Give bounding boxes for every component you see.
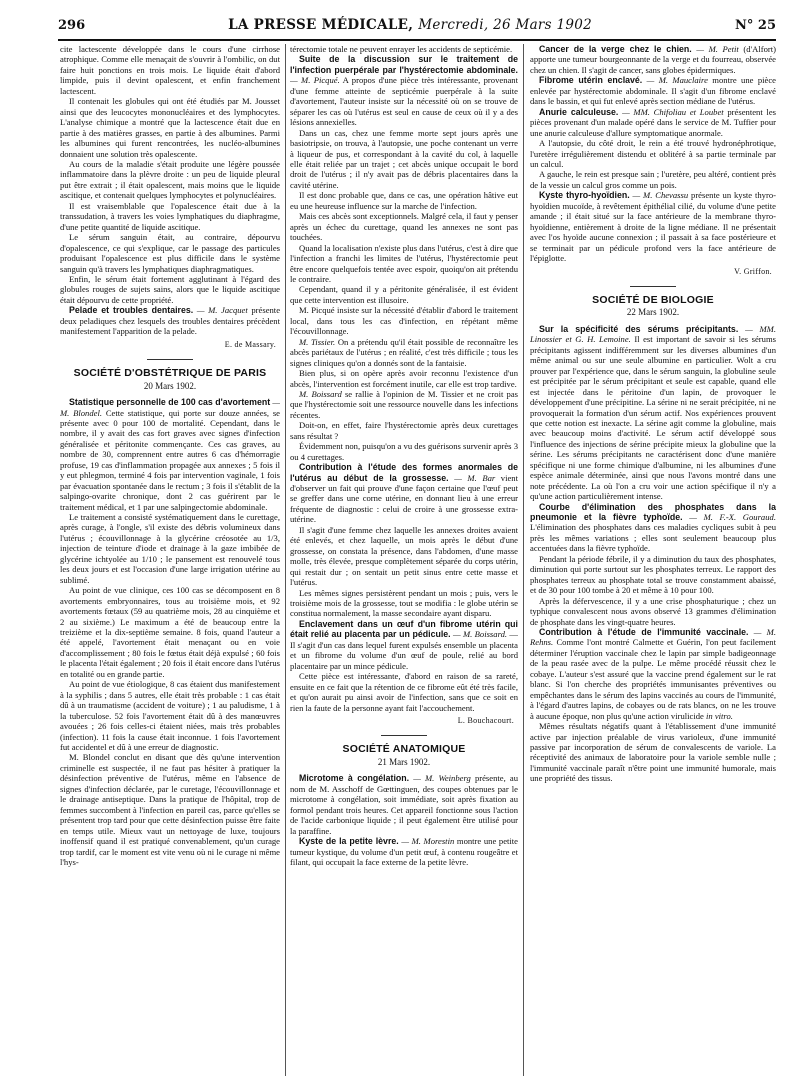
paragraph: Cependant, quand il y a péritonite généralisée, il est évident que cette intervention est illusoire. (290, 284, 518, 305)
article-title: Microtome à congélation. (299, 773, 410, 784)
paragraph (290, 389, 518, 420)
article-enclavement (290, 619, 518, 671)
article-text: présente deux peladiques chez lesquels des troubles dentaires précèdent manifestement l'apparition de la pelade. (60, 305, 280, 337)
paragraph: Il contenait les globules qui ont été étudiés par M. Jousset ainsi que des leucocytes mononucléaires et des lymphocytes. L'analyse chimique a montré que la lactescence était due en partie à des matières grasses, en partie à des albumines. Parmi les albumines qui furent rencontrées, les nucléo-albumines donnaient une solution très opalescente. (60, 96, 280, 159)
article-author: — M. F.-X. Gouraud. (689, 512, 776, 523)
signature: E. de Massary. (224, 339, 276, 349)
paragraph (290, 337, 518, 368)
paragraph: M. Blondel conclut en disant que dès qu'une intervention criminelle est suspectée, il ne faut pas hésiter à pratiquer la désinfection préventive de l'utérus, même en l'absence de signes d'infection déclarée, par le curetage, l'écouvillonnage et le drainage antiseptique. Dans la pratique de l'hôpital, trop de femmes succombent à l'infection en pareil cas, parce qu'elles se présentent trop tard pour que cette désinfection puisse être faite en temps utile. Mieux vaut un nettoyage de luxe, toujours inoffensif quand il est pratiqué convenablement, qu'un curage trop tardif, car le moment est vite venu où ni le curage ni même l'hys- (60, 752, 280, 867)
article-title: Contribution à l'étude des formes anormales de l'utérus au début de la grossesse. (290, 462, 518, 483)
article-title: Contribution à l'étude de l'immunité vaccinale. (539, 627, 749, 638)
paragraph: Quand la localisation n'existe plus dans l'utérus, c'est à dire que l'infection a franchi les limites de l'utérus, l'hystérectomie peut être encore quelquefois tentée avec espoir, quoiqu'on ait prétendu le contraire. (290, 242, 518, 284)
article-author: — M. Jacquet (196, 305, 248, 316)
paragraph: Il est donc probable que, dans ce cas, une opération hâtive eut eu une heureuse influence sur la marche de l'infection. (290, 190, 518, 211)
article-title: Kyste thyro-hyoïdien. (539, 190, 630, 201)
article-text: vient d'observer un fait qui prouve d'une façon certaine que l'œuf peut se greffer dans une corne utérine, en donnant lieu à une erreur fréquente de diagnostic : celui de croire à une grossesse extra-utérine. (290, 472, 518, 525)
section-title: SOCIÉTÉ ANATOMIQUE (342, 743, 466, 756)
column-divider (285, 44, 286, 1076)
article-title: Sur la spécificité des sérums précipitants. (539, 323, 739, 334)
article-specificite (530, 324, 776, 502)
article-text: Cette statistique, qui porte sur douze années, se présente avec 0 pour 100 de mortalité. Cependant, dans le nombre, il y avait des cas fort graves avec signes d'infection généralisée et péritonite commençante. Ces cas graves, au nombre de 30, comprennent entre autres 6 cas d'hémorragie profuse, 19 cas d'inflammation propagée aux annexes ; 5 fois il y eut phlegmon, terminé 4 fois par intervention vaginale, 1 fois par évacuation spontanée dans le rectum ; 3 fois il s'établit de la salpingo-ovarite chronique, dont 2 cas guérirent par le traitement médical, et 1 par une salpingectomie abdominale. (60, 407, 280, 512)
article-title: Fibrome utérin enclavé. (539, 75, 643, 86)
paragraph: Au cours de la maladie s'était produite une légère poussée inflammatoire dans la plèvre droite : un peu de liquide pleural put être extrait ; il était opalescent, mais moins que le liquide ascitique, et contenait quelques lymphocytes et polynucléaires. (60, 158, 280, 201)
paragraph: Évidemment non, puisqu'on a vu des guérisons survenir après 3 ou 4 curettages. (290, 441, 518, 462)
column-2 (290, 44, 518, 1078)
paragraph: Le sérum sanguin était, au contraire, dépourvu d'opalescence, ce qui s'explique, car le passage des particules produisant l'opalescence est plus difficile dans le système sanguin qu'à travers les lymphatiques diaphragmatiques. (60, 232, 280, 274)
paragraph: Dans un cas, chez une femme morte sept jours après une basiotripsie, on trouva, à l'autopsie, une poche contenant un verre à liqueur de pus, et correspondant à la cavité du col, à laquelle elle était reliée par un trajet ; cet abcès unique occupait le bord droit de l'utérus ; il n'y avait pas de débris placentaires dans la cavité utérine. (290, 127, 518, 190)
signature: L. Bouchacourt. (457, 716, 514, 725)
article-text: Comme l'ont montré Calmette et Guérin, l'on peut facilement déterminer l'éruption vaccinale chez le lapin par simple badigeonnage de la peau rasée avec de la pulpe. Le même procédé réussit chez le cobaye. L'auteur s'est assuré que la vaccine prend également sur le rat blanc. Si l'on cherche des propriétés immunisantes préventives ou empêchantes dans le sérum des lapins vaccinés au cours de l'immunité, à l'égard d'autres lapins, de cobayes ou de rats blancs, on ne les trouve à aucune époque, non plus qu'une action virulicide (530, 637, 776, 721)
issue-date: Mercredi, 26 Mars 1902 (418, 17, 593, 33)
paragraph: Bien plus, si on opère après avoir reconnu l'existence d'un abcès, l'intervention est forcément inutile, car elle est trop tardive. (290, 368, 518, 389)
speaker-name: M. Tissier. (299, 336, 336, 347)
article-author: — M. Petit (696, 44, 739, 54)
paragraph: Il est vraisemblable que l'opalescence était due à la transsudation, à travers les voies lymphatiques du diaphragme, d'une petite quantité de liquide ascitique. (60, 200, 280, 232)
paragraph: cite lactescente développée dans le cours d'une cirrhose atrophique. Comme elle menaçait de s'ouvrir à l'ombilic, on dut faire huit ponctions en trois mois. Le liquide était d'abord limpide, puis il devint opalescent, et enfin franchement lactescent. (60, 44, 280, 96)
issue-number: N° 25 (734, 18, 776, 33)
paragraph: A l'autopsie, du côté droit, le rein a été trouvé hydronéphrotique, l'uretère irrégulièrement distendu et oblitéré à sa partie terminale par un calcul. (530, 138, 776, 169)
article-suite-discussion (290, 54, 518, 127)
publication-name: LA PRESSE MÉDICALE, (228, 17, 414, 33)
article-author: — M. Mauclaire (646, 75, 708, 86)
separator-rule (381, 735, 427, 736)
article-text: L'élimination des phosphates dans ces maladies cycliques subit à peu près les mêmes variations ; elles sont seulement beaucoup plus accentuées dans la fièvre typhoïde. (530, 522, 776, 554)
article-author: — M. Rehns. (530, 627, 776, 648)
speaker-name: M. Boissard (299, 388, 342, 399)
italic-phrase: in vitro. (703, 710, 733, 721)
paragraph: M. Picqué insiste sur la nécessité d'établir d'abord le traitement local, dans tous les cas d'infection, en répétant même l'écouvillonnage. (290, 305, 518, 337)
article-cancer-verge (530, 44, 776, 75)
paragraph: Mêmes résultats négatifs quant à l'établissement d'une immunité active par injection préalable de virus varioleux, d'une immunité passive par incorporation de sérum de convalescents de variole. La réceptivité des animaux de laboratoire pour la variole semble nulle ; l'immunité vaccinale paraît n'être point une immunité humorale, mais une propriété des tissus. (530, 721, 776, 784)
article-anurie (530, 107, 776, 138)
column-divider (523, 44, 524, 1076)
article-author: — M. Bar (454, 472, 496, 483)
column-1 (60, 44, 280, 1078)
separator-rule (630, 286, 676, 287)
article-author: — M. Picqué. (290, 75, 340, 86)
article-title: Pelade et troubles dentaires. (69, 305, 194, 316)
article-text: montre une petite tumeur kystique, du volume d'un petit œuf, à contenu rougeâtre et filant, qui occupait la face externe de la petite lèvre. (290, 836, 518, 867)
section-date: 21 Mars 1902. (377, 756, 431, 767)
article-immunite (530, 627, 776, 721)
column-3 (530, 44, 776, 1078)
article-text: Il est important de savoir si les sérums précipitants agissent indifféremment sur les diverses albumines d'un même animal ou sur une seule albumine en particulier. Wolt a cru prouver par l'expérience que, dans le sérum sanguin, la globuline seule est précipitée par le sérum précipitant et seule est capable, quand elle est injectée dans le péritoine d'un lapin, de provoquer le développement d'une précipitine. La sérine ni ne serait précipitée, ni ne provoquerait la formation d'un sérum actif. Nos expériences prouvent que cette notion est inexacte. La sérine agit comme la globuline, mais avec beaucoup moins d'activité. Le sérum actif développé sous l'influence des injections de sérine précipite mieux la globuline que la sérine. Les sérums précipitants ne caractérisent donc d'une manière spécifique ni une forme chimique d'albumine, ni les albumines d'une espèce animale déterminée, ainsi que nous l'avons montré dans une note précédente. La où l'on a cru voir une action spécifique il n'y a qu'une action particulièrement intense. (530, 334, 776, 502)
masthead (228, 17, 592, 33)
paragraph: Mais ces abcès sont exceptionnels. Malgré cela, il faut y penser après un échec du curettage, quand les annexes ne sont pas touchées. (290, 211, 518, 243)
signature: V. Griffon. (734, 266, 772, 276)
article-title: Enclavement dans un œuf d'un fibrome utérin qui était relié au placenta par un pédicule. (290, 618, 518, 640)
article-author: — MM. Linossier et G. H. Lemoine. (530, 323, 776, 345)
article-text: (d'Alfort) apporte une tumeur bourgeonnante de la verge et du fourreau, observée chez un chien. Il s'agit de cancer, sans globes épidermiques. (530, 44, 776, 75)
article-title: Statistique personnelle de 100 cas d'avortement (69, 397, 271, 408)
paragraph: Après la défervescence, il y a une crise phosphaturique ; chez un typhique convalescent nous avons observé 13 grammes d'élimination de phosphate dans les vingt-quatre heures. (530, 595, 776, 627)
article-text: présente, au nom de M. Asschoff de Gœttinguen, des coupes obtenues par le microtome à congélation, soit immédiate, soit après fixation au formol pendant trois heures. Cet appareil fonctionne sous l'action de l'acide carbonique liquide ; il peut également être utilisé pour la paraffine. (290, 773, 518, 836)
article-title: Kyste de la petite lèvre. (299, 836, 399, 847)
article-pelade (60, 305, 280, 336)
paragraph: A gauche, le rein est presque sain ; l'uretère, peu altéré, contient près de la vessie un calcul gros comme un pois. (530, 169, 776, 190)
section-title: SOCIÉTÉ DE BIOLOGIE (592, 293, 714, 306)
article-author: — M. Weinberg (413, 773, 471, 784)
paragraph: Les mêmes signes persistèrent pendant un mois ; puis, vers le troisième mois de la grossesse, tout se modifia : le globe utérin se constitua normalement, la masse secondaire ayant disparu. (290, 587, 518, 619)
paragraph: Doit-on, en effet, faire l'hystérectomie après deux curettages sans résultat ? (290, 420, 518, 441)
paragraph: Le traitement a consisté systématiquement dans le curettage, après curage, à l'ongle, s'il existe des débris volumineux dans l'utérus ; écouvillonnage à la glycérine créosotée au 1/3, injection de teinture d'iode et drainage à la gaze imbibée de glycérine ichtyolée au 1/10 ; le pansement est renouvelé tous les deux jours et est l'occasion d'une large irrigation utérine au sublimé. (60, 512, 280, 585)
article-title: Anurie calculeuse. (539, 106, 619, 117)
paragraph: Au point de vue étiologique, 8 cas étaient dus manifestement à la syphilis ; dans 5 autres, elle était très probable : 1 cas était dû à un traumatisme (accident de voiture) ; 1 au paludisme, 1 à la tuberculose. 52 fois l'avortement était dû à des manœuvres avouées ; 26 fois celles-ci étaient niées, mais très probables (infection). 11 fois la cause était inconnue. 1 fois l'avortement fut accidentel et dû à une erreur de diagnostic. (60, 679, 280, 752)
article-microtome (290, 773, 518, 836)
article-formes-anormales (290, 462, 518, 525)
paragraph: Enfin, le sérum était fortement agglutinant à l'égard des globules rouges de sujets sains, alors que le liquide ascitique était dépourvu de cette propriété. (60, 273, 280, 305)
header-rule (58, 39, 776, 41)
article-author: — MM. Chifoliau et Loubet (622, 106, 724, 117)
article-statistique (60, 397, 280, 512)
article-text: montre une pièce enlevée par hystérectomie abdominale. Il s'agit d'un fibrome enclavé dans le bassin, et qui fut enlevé après section médiane de l'utérus. (530, 75, 776, 107)
article-phosphates (530, 502, 776, 554)
paragraph: Au point de vue clinique, ces 100 cas se décomposent en 8 avortements embryonnaires, tous au troisième mois, et 92 avortements fœtaux (59 au quatrième mois, 28 au cinquième et 2 au sixième.) Le maximum a été de beaucoup entre la treizième et la dix-septième semaine. 8 fois, quand l'auteur a été appelé, l'avortement était menaçant ou en voie d'accomplissement ; 80 fois le fœtus était déjà expulsé ; 60 fois le placenta l'était également ; 20 fois il était encore dans l'utérus en totalité ou en grande partie. (60, 585, 280, 679)
paragraph: Il s'agit d'une femme chez laquelle les annexes droites avaient été enlevés, et chez laquelle, un mois après le début d'une grossesse, on constata la présence, dans l'abdomen, d'une masse molle, très élevée, presque complètement séparée du corps utérin, qui restait dur ; on sentait un petit sinus entre cette masse et l'utérus. (290, 524, 518, 588)
article-author: — M. Morestin (401, 836, 455, 847)
article-title: Courbe d'élimination des phosphates dans la pneumonie et la fièvre typhoïde. (530, 501, 776, 523)
paragraph: térectomie totale ne peuvent enrayer les accidents de septicémie. (290, 44, 513, 54)
article-text: présente un kyste thyro-hyoïdien mucoïde, à revêtement épithélial cilié, du volume d'une petite amande ; il était situé sur la face antérieure de la membrane thyro-hyoïdienne, entièrement à droite de la ligne médiane. Il ne présentait avec l'os hyoïde aucune connexion ; il passait à sa face postérieure et se terminait par un pédicule profond vers la face antérieure de l'épiglotte. (530, 190, 776, 264)
article-text: — Il s'agit d'un cas dans lequel furent expulsés ensemble un placenta et un fibrome du volume d'un œuf de poule, relié au bord placentaire par un mince pédicule. (290, 629, 518, 671)
article-fibrome-enclave (530, 75, 776, 106)
separator-rule (147, 359, 193, 360)
paragraph: Pendant la période fébrile, il y a diminution du taux des phosphates, diminution qui porte surtout sur les phosphates terreux. Le rapport des phosphates terreux au phosphate total se trouve constamment abaissé, et de 30 pour 100 tombe à 20 et même à 10 pour 100. (530, 553, 776, 596)
page-header (58, 17, 776, 39)
article-author: — M. Boissard. (452, 629, 508, 640)
article-title: Cancer de la verge chez le chien. (539, 44, 692, 54)
section-date: 22 Mars 1902. (626, 307, 680, 318)
article-title: Suite de la discussion sur le traitement de l'infection puerpérale par l'hystérectomie abdominale. (290, 54, 518, 75)
paragraph: Cette pièce est intéressante, d'abord en raison de sa rareté, ensuite en ce fait que la rétention de ce fibrome eût été très facile, et qu'on aurait pu ainsi avoir de l'infection, sans que ce soit en rien la faute de la personne ayant fait l'accouchement. (290, 671, 518, 713)
section-date: 20 Mars 1902. (143, 380, 197, 391)
article-kyste-levre (290, 836, 518, 867)
section-title: SOCIÉTÉ D'OBSTÉTRIQUE DE PARIS (73, 367, 267, 380)
page-number: 296 (58, 18, 86, 33)
article-author: — M. Chevassu (632, 190, 689, 201)
paragraph-text: se rallie à l'opinion de M. Tissier et ne croit pas que l'hystérectomie soit une ressource nouvelle dans les infections récentes. (290, 388, 518, 420)
paragraph-text: On a prétendu qu'il était possible de reconnaître les abcès pariétaux de l'utérus ; en réalité, c'est très difficile ; tous les signes cliniques qu'on a donnés sont de la fantaisie. (290, 336, 518, 368)
article-author: — M. Blondel. (60, 397, 280, 418)
article-kyste-thyro (530, 190, 776, 263)
article-text: A propos d'une pièce très intéressante, provenant d'une femme atteinte de septicémie puerpérale à la suite d'avortement, l'auteur insiste sur la nécessité où on se trouve de séparer les cas où l'utérus est seul en cause de ceux où il y a des lésions annexielles. (290, 75, 518, 128)
article-text: présentent les pièces provenant d'un malade opéré dans le service de M. Tuffier pour une anurie calculeuse d'allure symptomatique anormale. (530, 106, 776, 138)
